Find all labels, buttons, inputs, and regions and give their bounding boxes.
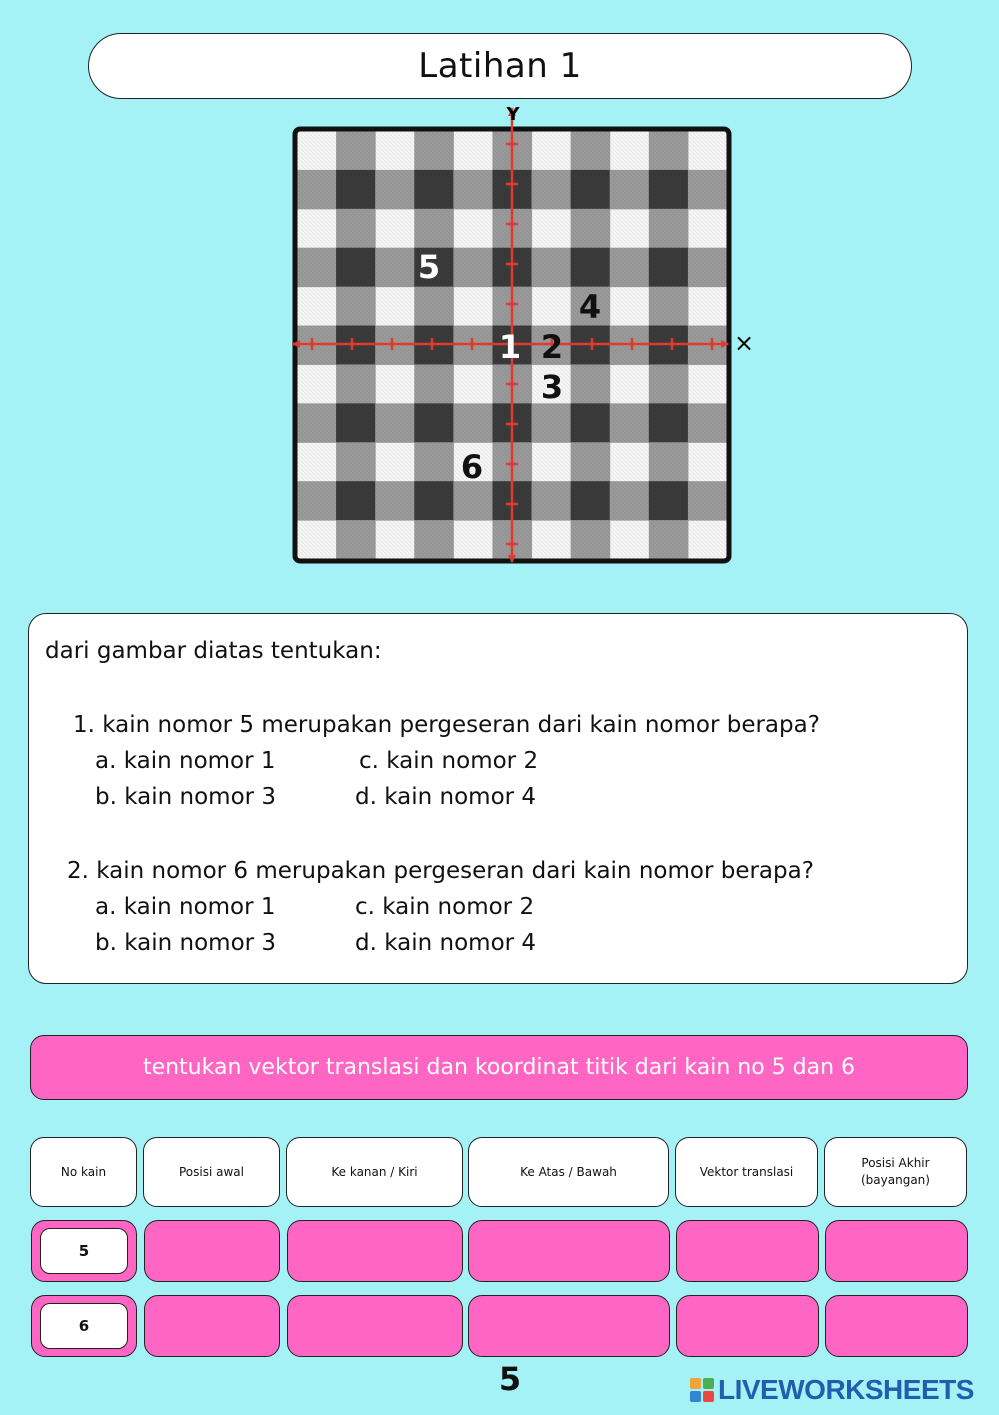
header-ke-atas-bawah: Ke Atas / Bawah: [468, 1137, 669, 1207]
question-1: 1. kain nomor 5 merupakan pergeseran dari kain nomor berapa?: [73, 712, 820, 738]
row-6-vektor-input[interactable]: [676, 1295, 819, 1357]
row-6-atas-bawah-input[interactable]: [468, 1295, 670, 1357]
coordinate-grid: [292, 100, 762, 570]
question-intro: dari gambar diatas tentukan:: [45, 638, 382, 664]
row-5-number-cell: [31, 1220, 137, 1282]
row-5-vektor-input[interactable]: [676, 1220, 819, 1282]
row-6-posisi-akhir-input[interactable]: [825, 1295, 968, 1357]
fabric-label-5: 5: [417, 248, 441, 286]
header-vektor-translasi: Vektor translasi: [675, 1137, 818, 1207]
x-axis-label: ×: [733, 329, 755, 357]
row-6-kanan-kiri-input[interactable]: [287, 1295, 463, 1357]
brand-name: LIVEWORKSHEETS: [718, 1374, 974, 1405]
fabric-label-4: 4: [578, 288, 602, 326]
header-ke-kanan-kiri: Ke kanan / Kiri: [286, 1137, 463, 1207]
fabric-label-3: 3: [540, 368, 564, 406]
fabric-label-6: 6: [460, 448, 484, 486]
brand-logo[interactable]: [690, 1374, 974, 1406]
row-5-posisi-akhir-input[interactable]: [825, 1220, 968, 1282]
grid-svg: [292, 100, 762, 570]
liveworksheets-icon: [690, 1378, 714, 1402]
row-5-number: 5: [40, 1228, 128, 1274]
y-axis-label: Y: [506, 104, 520, 125]
page-title: Latihan 1: [88, 33, 912, 99]
header-posisi-awal: Posisi awal: [143, 1137, 280, 1207]
row-5-atas-bawah-input[interactable]: [468, 1220, 670, 1282]
page-number: 5: [498, 1360, 522, 1398]
task-instruction: tentukan vektor translasi dan koordinat titik dari kain no 5 dan 6: [30, 1035, 968, 1100]
q2-option-a: a. kain nomor 1: [95, 894, 276, 920]
question-box: [28, 613, 968, 984]
q2-option-c: c. kain nomor 2: [355, 894, 535, 920]
row-5-kanan-kiri-input[interactable]: [287, 1220, 463, 1282]
row-6-number-cell: [31, 1295, 137, 1357]
row-6-posisi-awal-input[interactable]: [144, 1295, 280, 1357]
fabric-label-1: 1: [498, 328, 522, 366]
q1-option-c: c. kain nomor 2: [359, 748, 539, 774]
fabric-label-2: 2: [540, 328, 564, 366]
q1-option-d: d. kain nomor 4: [355, 784, 537, 810]
header-posisi-akhir: Posisi Akhir (bayangan): [824, 1137, 967, 1207]
q2-option-b: b. kain nomor 3: [95, 930, 277, 956]
q1-option-a: a. kain nomor 1: [95, 748, 276, 774]
row-5-posisi-awal-input[interactable]: [144, 1220, 280, 1282]
header-no-kain: No kain: [30, 1137, 137, 1207]
question-2: 2. kain nomor 6 merupakan pergeseran dari kain nomor berapa?: [67, 858, 814, 884]
row-6-number: 6: [40, 1303, 128, 1349]
q1-option-b: b. kain nomor 3: [95, 784, 277, 810]
q2-option-d: d. kain nomor 4: [355, 930, 537, 956]
